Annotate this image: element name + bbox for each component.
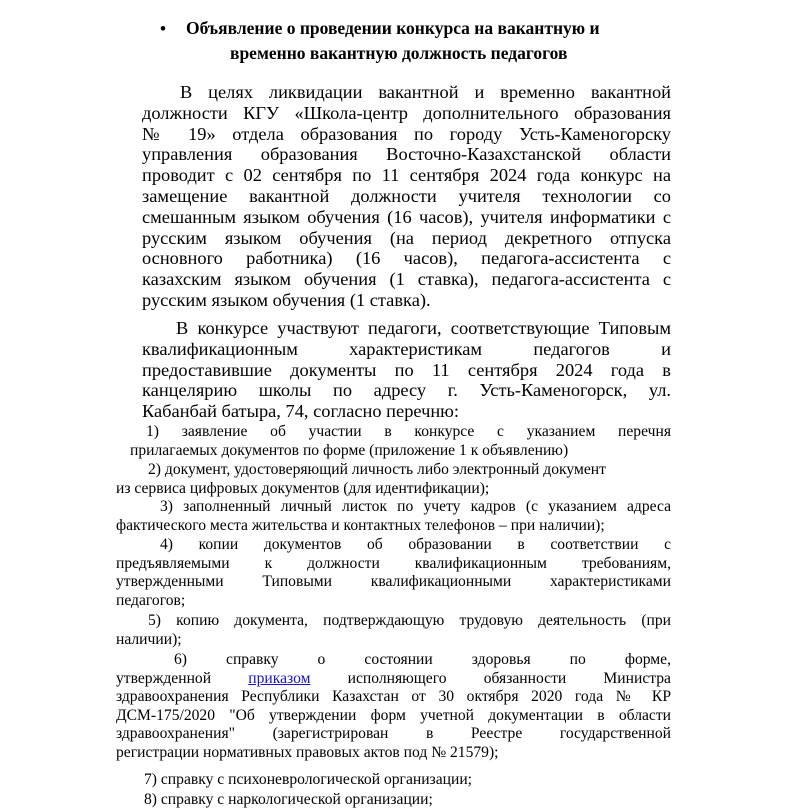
list-item-line: 5) копию документа, подтверждающую трудовую деятельность (при <box>148 612 671 629</box>
list-item-3 <box>116 498 671 535</box>
list-item-line: 2) документ, удостоверяющий личность либо электронный документ <box>148 461 606 478</box>
list-item-line: 6) справку о состоянии здоровья по форме, <box>174 651 671 668</box>
decree-link[interactable]: приказом <box>248 669 311 687</box>
paragraph-line: казахским языком обучения (1 ставка), педагога-ассистента с <box>142 269 671 290</box>
list-item-2 <box>116 461 671 498</box>
list-item-line: здравоохранения" (зарегистрирован в Реестре государственной <box>116 725 671 743</box>
list-item-line: 8) справку с наркологической организации; <box>144 791 433 808</box>
list-item-text: утвержденной <box>116 669 249 687</box>
list-item-line: 7) справку с психоневрологической организации; <box>144 771 473 788</box>
list-item-line: 1) заявление об участии в конкурсе с указанием перечня <box>146 423 671 440</box>
paragraph-line: русским языком обучения (на период декретного отпуска <box>142 227 671 248</box>
list-item-7 <box>116 771 671 790</box>
paragraph-line: В конкурсе участвуют педагоги, соответствующие Типовым <box>176 318 671 338</box>
list-item-line: регистрации нормативных правовых актов под № 21579); <box>116 743 499 761</box>
conditions-paragraph <box>142 318 671 422</box>
list-item-line: фактического места жительства и контактных телефонов – при наличии); <box>116 516 605 534</box>
paragraph-line: предоставившие документы по 11 сентября 2024 года в <box>142 359 671 380</box>
list-item-line: предъявляемыми к должности квалификационным требованиям, <box>116 554 671 572</box>
paragraph-line: проводит с 02 сентября по 11 сентября 2024 года конкурс на <box>142 165 671 186</box>
list-item-1 <box>130 423 671 460</box>
list-item-6 <box>116 651 671 763</box>
paragraph-line: смешанным языком обучения (16 часов), учителя информатики с <box>142 206 671 227</box>
list-item-5 <box>116 612 671 649</box>
list-item-line: ДСМ-175/2020 "Об утверждении форм учетной документации в области <box>116 706 671 724</box>
bullet-icon: • <box>160 19 166 38</box>
list-item-line: прилагаемых документов по форме (приложение 1 к объявлению) <box>130 441 569 459</box>
paragraph-line: управления образования Восточно-Казахстанской области <box>142 144 671 165</box>
list-item-line: 3) заполненный личный листок по учету кадров (с указанием адреса <box>160 498 671 515</box>
paragraph-line: должности КГУ «Школа-центр дополнительного образования <box>142 102 671 123</box>
list-item-line: 4) копии документов об образовании в соответствии с <box>160 536 671 553</box>
list-item-text: исполняющего обязанности Министра <box>310 669 671 687</box>
title-line-2: временно вакантную должность педагогов <box>230 43 568 63</box>
paragraph-line: квалификационным характеристикам педагогов и <box>142 338 671 359</box>
title-line-1: Объявление о проведении конкурса на вакантную и <box>186 18 600 38</box>
paragraph-line: № 19» отдела образования по городу Усть-Каменогорску <box>142 123 671 144</box>
list-item-line: наличии); <box>116 630 182 648</box>
list-item-4 <box>116 536 671 610</box>
list-item-8 <box>116 791 671 810</box>
intro-paragraph <box>142 82 671 311</box>
list-item-line: здравоохранения Республики Казахстан от 30 октября 2020 года № КР <box>116 688 671 706</box>
paragraph-line: Кабанбай батыра, 74, согласно перечню: <box>142 401 460 422</box>
paragraph-line: русским языком обучения (1 ставка). <box>142 289 431 310</box>
paragraph-line: канцелярию школы по адресу г. Усть-Каменогорск, ул. <box>142 380 671 401</box>
list-item-line <box>116 670 671 689</box>
paragraph-line: замещение вакантной должности учителя технологии со <box>142 185 671 206</box>
paragraph-line: В целях ликвидации вакантной и временно вакантной <box>180 82 671 102</box>
paragraph-line: основного работника) (16 часов), педагога-ассистента с <box>142 248 671 269</box>
list-item-line: педагогов; <box>116 591 186 609</box>
list-item-line: утвержденными Типовыми квалификационными характеристиками <box>116 573 671 591</box>
announcement-title <box>160 16 660 65</box>
list-item-line: из сервиса цифровых документов (для идентификации); <box>116 479 490 497</box>
